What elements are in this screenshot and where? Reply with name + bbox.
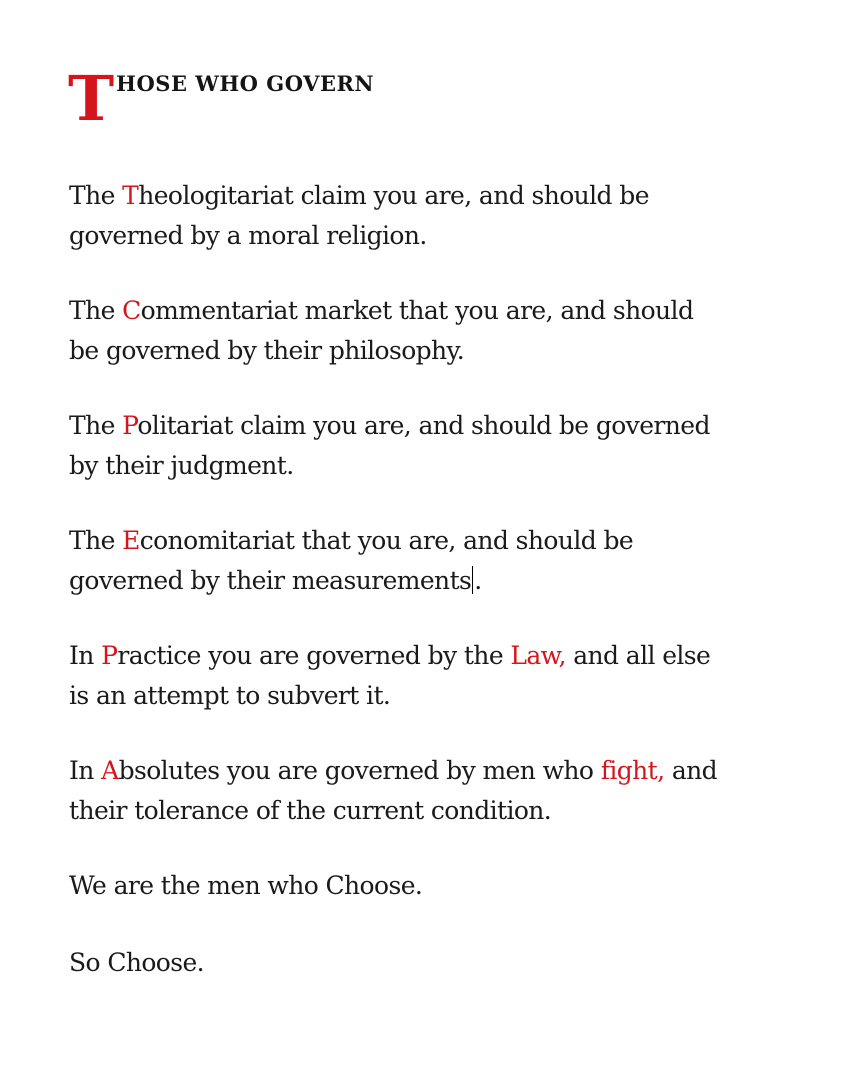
body-text: by their judgment. xyxy=(69,451,294,480)
title-drop-cap: T xyxy=(68,62,115,135)
body-text: We are the men who Choose. xyxy=(69,871,423,900)
body-text: heologitariat claim you are, and should be xyxy=(138,181,649,210)
body-text: governed by a moral religion. xyxy=(69,221,427,250)
paragraph xyxy=(69,866,789,906)
red-highlight-text: Law, xyxy=(510,641,566,670)
body-text: . xyxy=(474,566,482,595)
paragraph-line xyxy=(69,176,789,216)
red-highlight-text: P xyxy=(101,641,118,670)
red-highlight-text: A xyxy=(101,756,119,785)
paragraph xyxy=(69,406,789,486)
body-text: olitariat claim you are, and should be governed xyxy=(137,411,710,440)
red-highlight-text: E xyxy=(122,526,140,555)
paragraph-line xyxy=(69,676,789,716)
body-text: and all else xyxy=(565,641,711,670)
body-text: ractice you are governed by the xyxy=(117,641,511,670)
paragraph-line xyxy=(69,751,789,791)
paragraph-line xyxy=(69,406,789,446)
paragraph xyxy=(69,636,789,716)
red-highlight-text: fight, xyxy=(600,756,665,785)
paragraph-line xyxy=(69,866,789,906)
paragraph xyxy=(69,751,789,831)
body-text: So Choose. xyxy=(69,948,205,977)
paragraph xyxy=(69,943,789,983)
paragraph-line xyxy=(69,291,789,331)
paragraph-line xyxy=(69,791,789,831)
paragraph xyxy=(69,176,789,256)
paragraph xyxy=(69,521,789,601)
body-text: their tolerance of the current condition. xyxy=(69,796,552,825)
paragraph-line xyxy=(69,331,789,371)
paragraph-line xyxy=(69,943,789,983)
body-text: bsolutes you are governed by men who xyxy=(118,756,601,785)
body-text: The xyxy=(69,411,123,440)
body-text: and xyxy=(664,756,718,785)
body-text: conomitariat that you are, and should be xyxy=(139,526,634,555)
paragraph-line xyxy=(69,521,789,561)
body-text: In xyxy=(69,641,102,670)
document-title xyxy=(68,62,375,135)
body-text: ommentariat market that you are, and should xyxy=(140,296,694,325)
title-text: HOSE WHO GOVERN xyxy=(116,71,375,96)
red-highlight-text: T xyxy=(122,181,139,210)
body-text: The xyxy=(69,296,123,325)
body-text: governed by their measurements xyxy=(69,566,472,595)
body-text: is an attempt to subvert it. xyxy=(69,681,391,710)
body-text: The xyxy=(69,181,123,210)
paragraph-line xyxy=(69,446,789,486)
paragraph-line xyxy=(69,636,789,676)
paragraph-line xyxy=(69,561,789,601)
paragraph-line xyxy=(69,216,789,256)
body-text: be governed by their philosophy. xyxy=(69,336,465,365)
body-text: The xyxy=(69,526,123,555)
red-highlight-text: P xyxy=(122,411,138,440)
paragraph xyxy=(69,291,789,371)
body-text: In xyxy=(69,756,102,785)
red-highlight-text: C xyxy=(122,296,141,325)
